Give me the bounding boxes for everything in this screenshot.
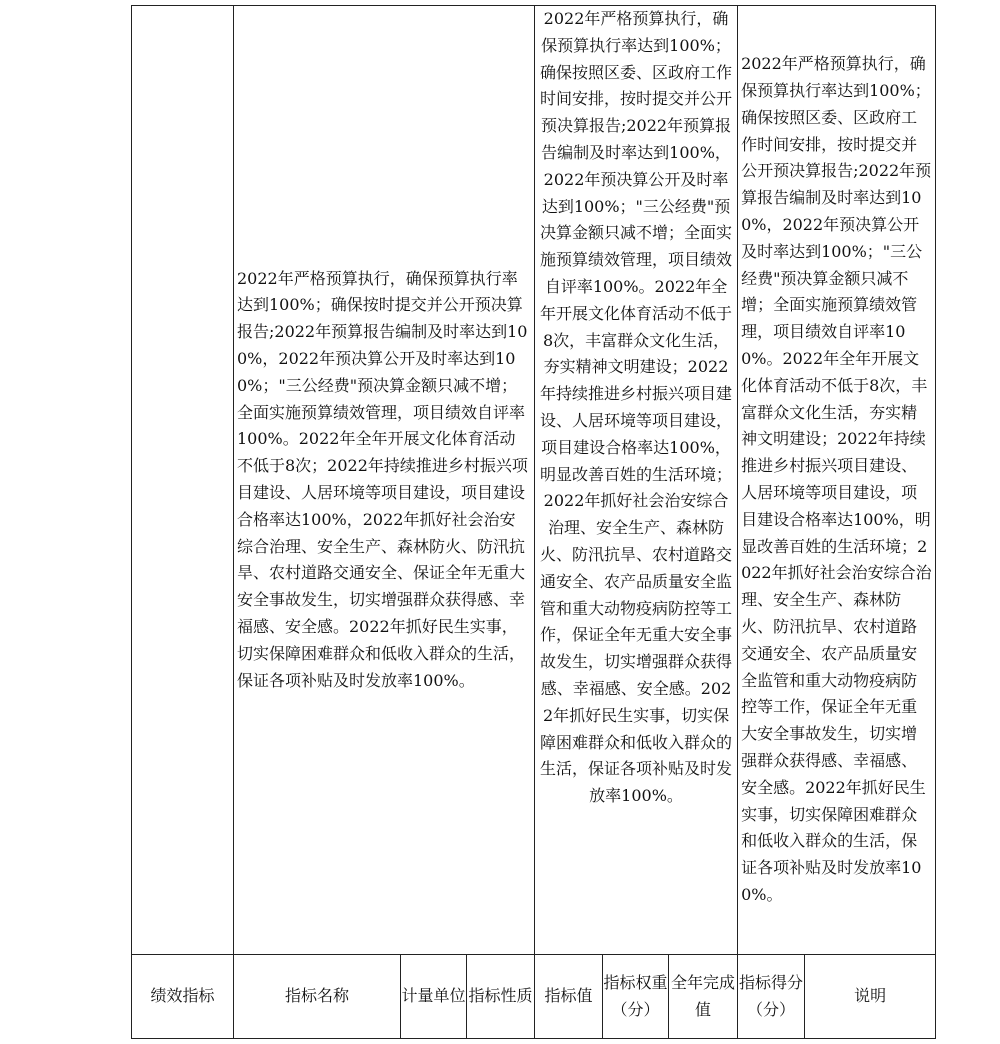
- header-unit: 计量单位: [401, 955, 467, 1039]
- header-nature: 指标性质: [467, 955, 535, 1039]
- target-text-1: 2022年严格预算执行，确保预算执行率达到100%；确保按时提交并公开预决算报告;2022年预算报告编制及时率达到100%，2022年预决算公开及时率达到100%；"三公经费"预决算金额只减不增；全面实施预算绩效管理，项目绩效自评率100%。2022年全年开展文化体育活动不低于8次；2022年持续推进乡村振兴项目建设、人居环境等项目建设，项目建设合格率达100%，2022年抓好社会治安综合治理、安全生产、森林防火、防汛抗旱、农村道路交通安全、保证全年无重大安全事故发生，切实增强群众获得感、幸福感、安全感。2022年抓好民生实事，切实保障困难群众和低收入群众的生活，保证各项补贴及时发放率100%。: [237, 268, 528, 690]
- target-cell-3: [738, 6, 936, 955]
- target-cell-1: [234, 6, 535, 955]
- header-performance-indicator: 绩效指标: [132, 955, 234, 1039]
- performance-table: [131, 5, 936, 1039]
- header-remarks: 说明: [805, 955, 936, 1039]
- header-value: 指标值: [535, 955, 603, 1039]
- target-text-3: 2022年严格预算执行，确保预算执行率达到100%；确保按照区委、区政府工作时间安排，按时提交并公开预决算报告;2022年预算报告编制及时率达到100%，2022年预决算公开及时率达到100%；"三公经费"预决算金额只减不增；全面实施预算绩效管理，项目绩效自评率100%。2022年全年开展文化体育活动不低于8次，丰富群众文化生活，夯实精神文明建设；2022年持续推进乡村振兴项目建设、人居环境等项目建设，项目建设合格率达100%，明显改善百姓的生活环境；2022年抓好社会治安综合治理、安全生产、森林防火、防汛抗旱、农村道路交通安全、农产品质量安全监管和重大动物疫病防控等工作，保证全年无重大安全事故发生，切实增强群众获得感、幸福感、安全感。2022年抓好民生实事，切实保障困难群众和低收入群众的生活，保证各项补贴及时发放率100%。: [741, 54, 932, 904]
- header-row: [132, 955, 936, 1039]
- header-annual-completion: 全年完成值: [669, 955, 738, 1039]
- targets-row: [132, 6, 936, 955]
- header-indicator-name: 指标名称: [234, 955, 401, 1039]
- target-text-2: 2022年严格预算执行，确保预算执行率达到100%；确保按照区委、区政府工作时间安排，按时提交并公开预决算报告;2022年预算报告编制及时率达到100%，2022年预决算公开及时率达到100%；"三公经费"预决算金额只减不增；全面实施预算绩效管理，项目绩效自评率100%。2022年全年开展文化体育活动不低于8次，丰富群众文化生活，夯实精神文明建设；2022年持续推进乡村振兴项目建设、人居环境等项目建设，项目建设合格率达100%，明显改善百姓的生活环境；2022年抓好社会治安综合治理、安全生产、森林防火、防汛抗旱、农村道路交通安全、农产品质量安全监管和重大动物疫病防控等工作，保证全年无重大安全事故发生，切实增强群众获得感、幸福感、安全感。2022年抓好民生实事，切实保障困难群众和低收入群众的生活，保证各项补贴及时发放率100%。: [540, 9, 733, 806]
- header-weight: 指标权重（分）: [603, 955, 669, 1039]
- target-cell-2: [535, 6, 738, 955]
- header-score: 指标得分（分）: [738, 955, 805, 1039]
- empty-left-cell: [132, 6, 234, 955]
